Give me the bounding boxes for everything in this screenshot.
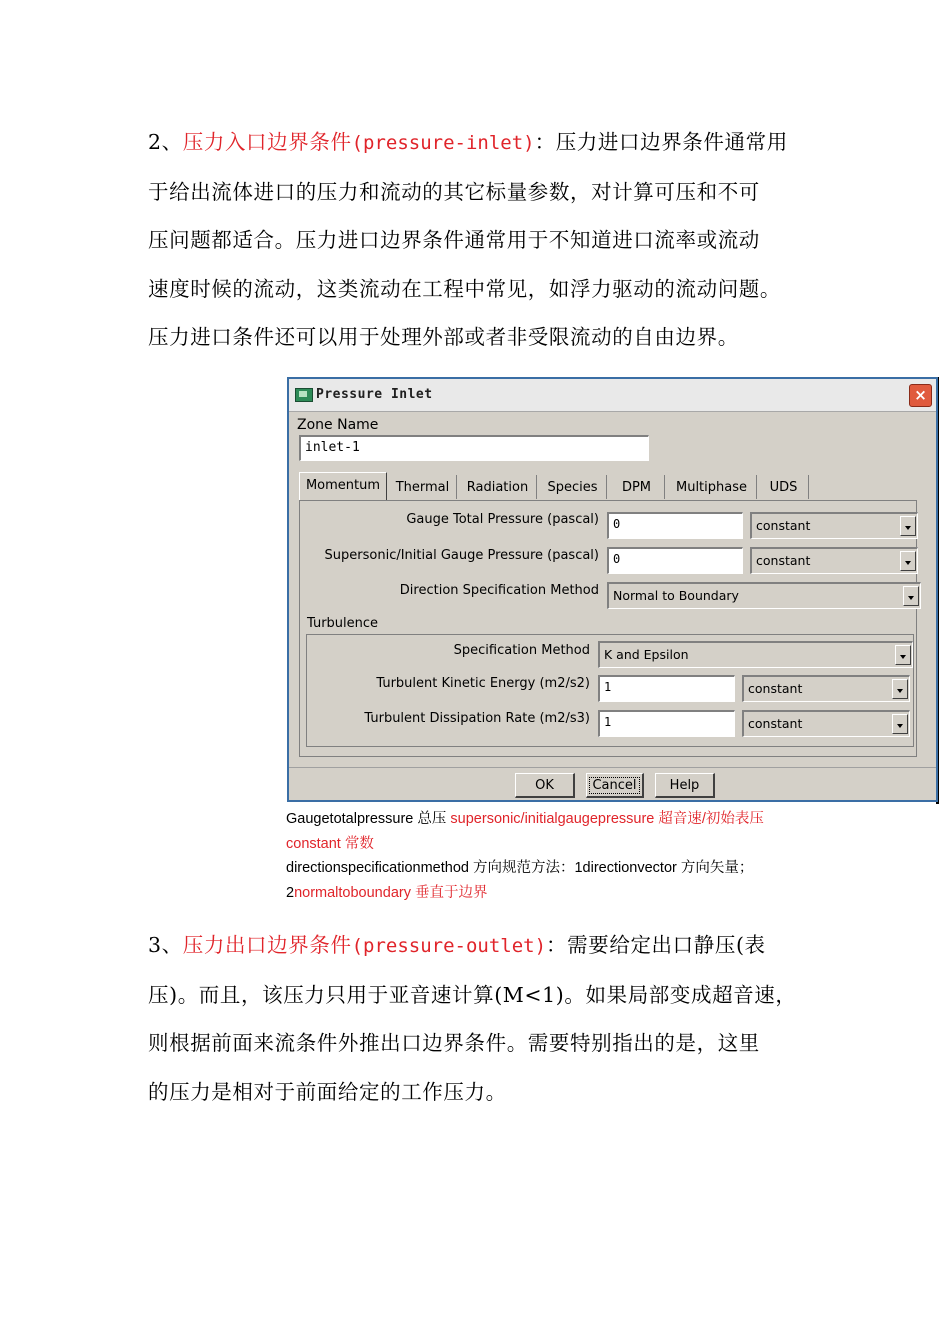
section-title-en: (pressure-outlet) (351, 935, 547, 957)
tke-input[interactable]: 1 (598, 675, 735, 702)
para1-text-1: 压力进口边界条件通常用 (555, 130, 788, 154)
paragraph-pressure-outlet (148, 921, 828, 1116)
dialog-caption (286, 807, 846, 905)
fluent-app-icon (295, 388, 313, 402)
chevron-down-icon[interactable] (900, 551, 916, 571)
caption-text-red: supersonic/initialgaugepressure 超音速/初始表压 (450, 811, 764, 827)
direction-method-value: Normal to Boundary (613, 588, 739, 603)
section-title: 压力出口边界条件 (182, 933, 352, 957)
section-title-en: (pressure-inlet) (351, 132, 535, 154)
caption-text: Gaugetotalpressure 总压 (286, 811, 451, 827)
para1-line-5: 压力进口条件还可以用于处理外部或者非受限流动的自由边界。 (148, 325, 739, 349)
dialog-titlebar[interactable] (289, 379, 936, 412)
zone-name-label: Zone Name (297, 417, 379, 433)
close-icon[interactable]: × (909, 384, 932, 407)
tke-method[interactable] (742, 675, 910, 702)
tab-radiation[interactable]: Radiation (459, 475, 537, 499)
turbulence-label: Turbulence (307, 616, 379, 631)
tab-dpm[interactable]: DPM (609, 475, 665, 499)
para2-line-2: 压)。而且，该压力只用于亚音速计算(M<1)。如果局部变成超音速， (148, 982, 797, 1007)
supersonic-pressure-method[interactable] (750, 547, 918, 574)
chevron-down-icon[interactable] (892, 714, 908, 734)
chevron-down-icon[interactable] (900, 516, 916, 536)
caption-line-4 (286, 881, 846, 906)
dialog-separator (289, 767, 936, 768)
tab-thermal[interactable]: Thermal (389, 475, 457, 499)
spec-method-select[interactable] (598, 641, 913, 668)
caption-line-3: directionspecificationmethod 方向规范方法：1directionvector 方向矢量； (286, 860, 754, 876)
caption-line-1 (286, 807, 846, 832)
tdr-method[interactable] (742, 710, 910, 737)
cancel-button[interactable] (586, 773, 644, 798)
section-title: 压力入口边界条件 (182, 130, 352, 154)
method-value: constant (748, 716, 803, 731)
help-label: Help (669, 778, 700, 793)
gauge-total-pressure-method[interactable] (750, 512, 918, 539)
colon: ： (534, 130, 556, 154)
tdr-label: Turbulent Dissipation Rate (m2/s3) (364, 711, 590, 726)
tab-momentum[interactable]: Momentum (299, 472, 387, 500)
pressure-inlet-dialog (287, 377, 938, 802)
chevron-down-icon[interactable] (895, 645, 911, 665)
spec-method-value: K and Epsilon (604, 647, 689, 662)
method-value: constant (756, 553, 811, 568)
direction-method-label: Direction Specification Method (399, 583, 599, 598)
section-number: 3、 (148, 933, 183, 957)
chevron-down-icon[interactable] (892, 679, 908, 699)
method-value: constant (756, 518, 811, 533)
dialog-title: Pressure Inlet (316, 387, 433, 402)
tab-uds[interactable]: UDS (759, 475, 809, 499)
caption-text: 2 (286, 884, 295, 901)
tab-multiphase[interactable]: Multiphase (667, 475, 757, 499)
paragraph-pressure-inlet (148, 118, 828, 362)
para1-line-4: 速度时候的流动，这类流动在工程中常见，如浮力驱动的流动问题。 (148, 276, 781, 301)
direction-method-select[interactable] (607, 582, 921, 609)
method-value: constant (748, 681, 803, 696)
chevron-down-icon[interactable] (903, 586, 919, 606)
para1-line-2: 于给出流体进口的压力和流动的其它标量参数，对计算可压和不可 (148, 179, 760, 204)
spec-method-label: Specification Method (453, 643, 590, 658)
caption-line-2: constant 常数 (286, 835, 374, 852)
cancel-label: Cancel (589, 777, 639, 794)
para2-line-3: 则根据前面来流条件外推出口边界条件。需要特别指出的是，这里 (148, 1031, 760, 1055)
caption-text-red: normaltoboundary 垂直于边界 (294, 884, 488, 901)
section-number: 2、 (148, 130, 183, 154)
supersonic-pressure-input[interactable]: 0 (607, 547, 743, 574)
help-button[interactable] (655, 773, 715, 798)
tdr-input[interactable]: 1 (598, 710, 735, 737)
para2-text-1: 需要给定出口静压(表 (567, 933, 766, 957)
para1-line-1 (148, 118, 828, 168)
gauge-total-pressure-input[interactable]: 0 (607, 512, 743, 539)
tab-species[interactable]: Species (539, 475, 607, 499)
tke-label: Turbulent Kinetic Energy (m2/s2) (376, 676, 590, 691)
supersonic-pressure-label: Supersonic/Initial Gauge Pressure (pascal) (324, 548, 599, 563)
ok-label: OK (535, 778, 554, 793)
zone-name-input[interactable]: inlet-1 (299, 435, 649, 461)
ok-button[interactable] (515, 773, 575, 798)
para1-line-3: 压问题都适合。压力进口边界条件通常用于不知道进口流率或流动 (148, 228, 760, 252)
gauge-total-pressure-label: Gauge Total Pressure (pascal) (406, 512, 599, 527)
para2-line-1 (148, 921, 828, 971)
para2-line-4: 的压力是相对于前面给定的工作压力。 (148, 1079, 507, 1104)
colon: ： (546, 933, 568, 957)
